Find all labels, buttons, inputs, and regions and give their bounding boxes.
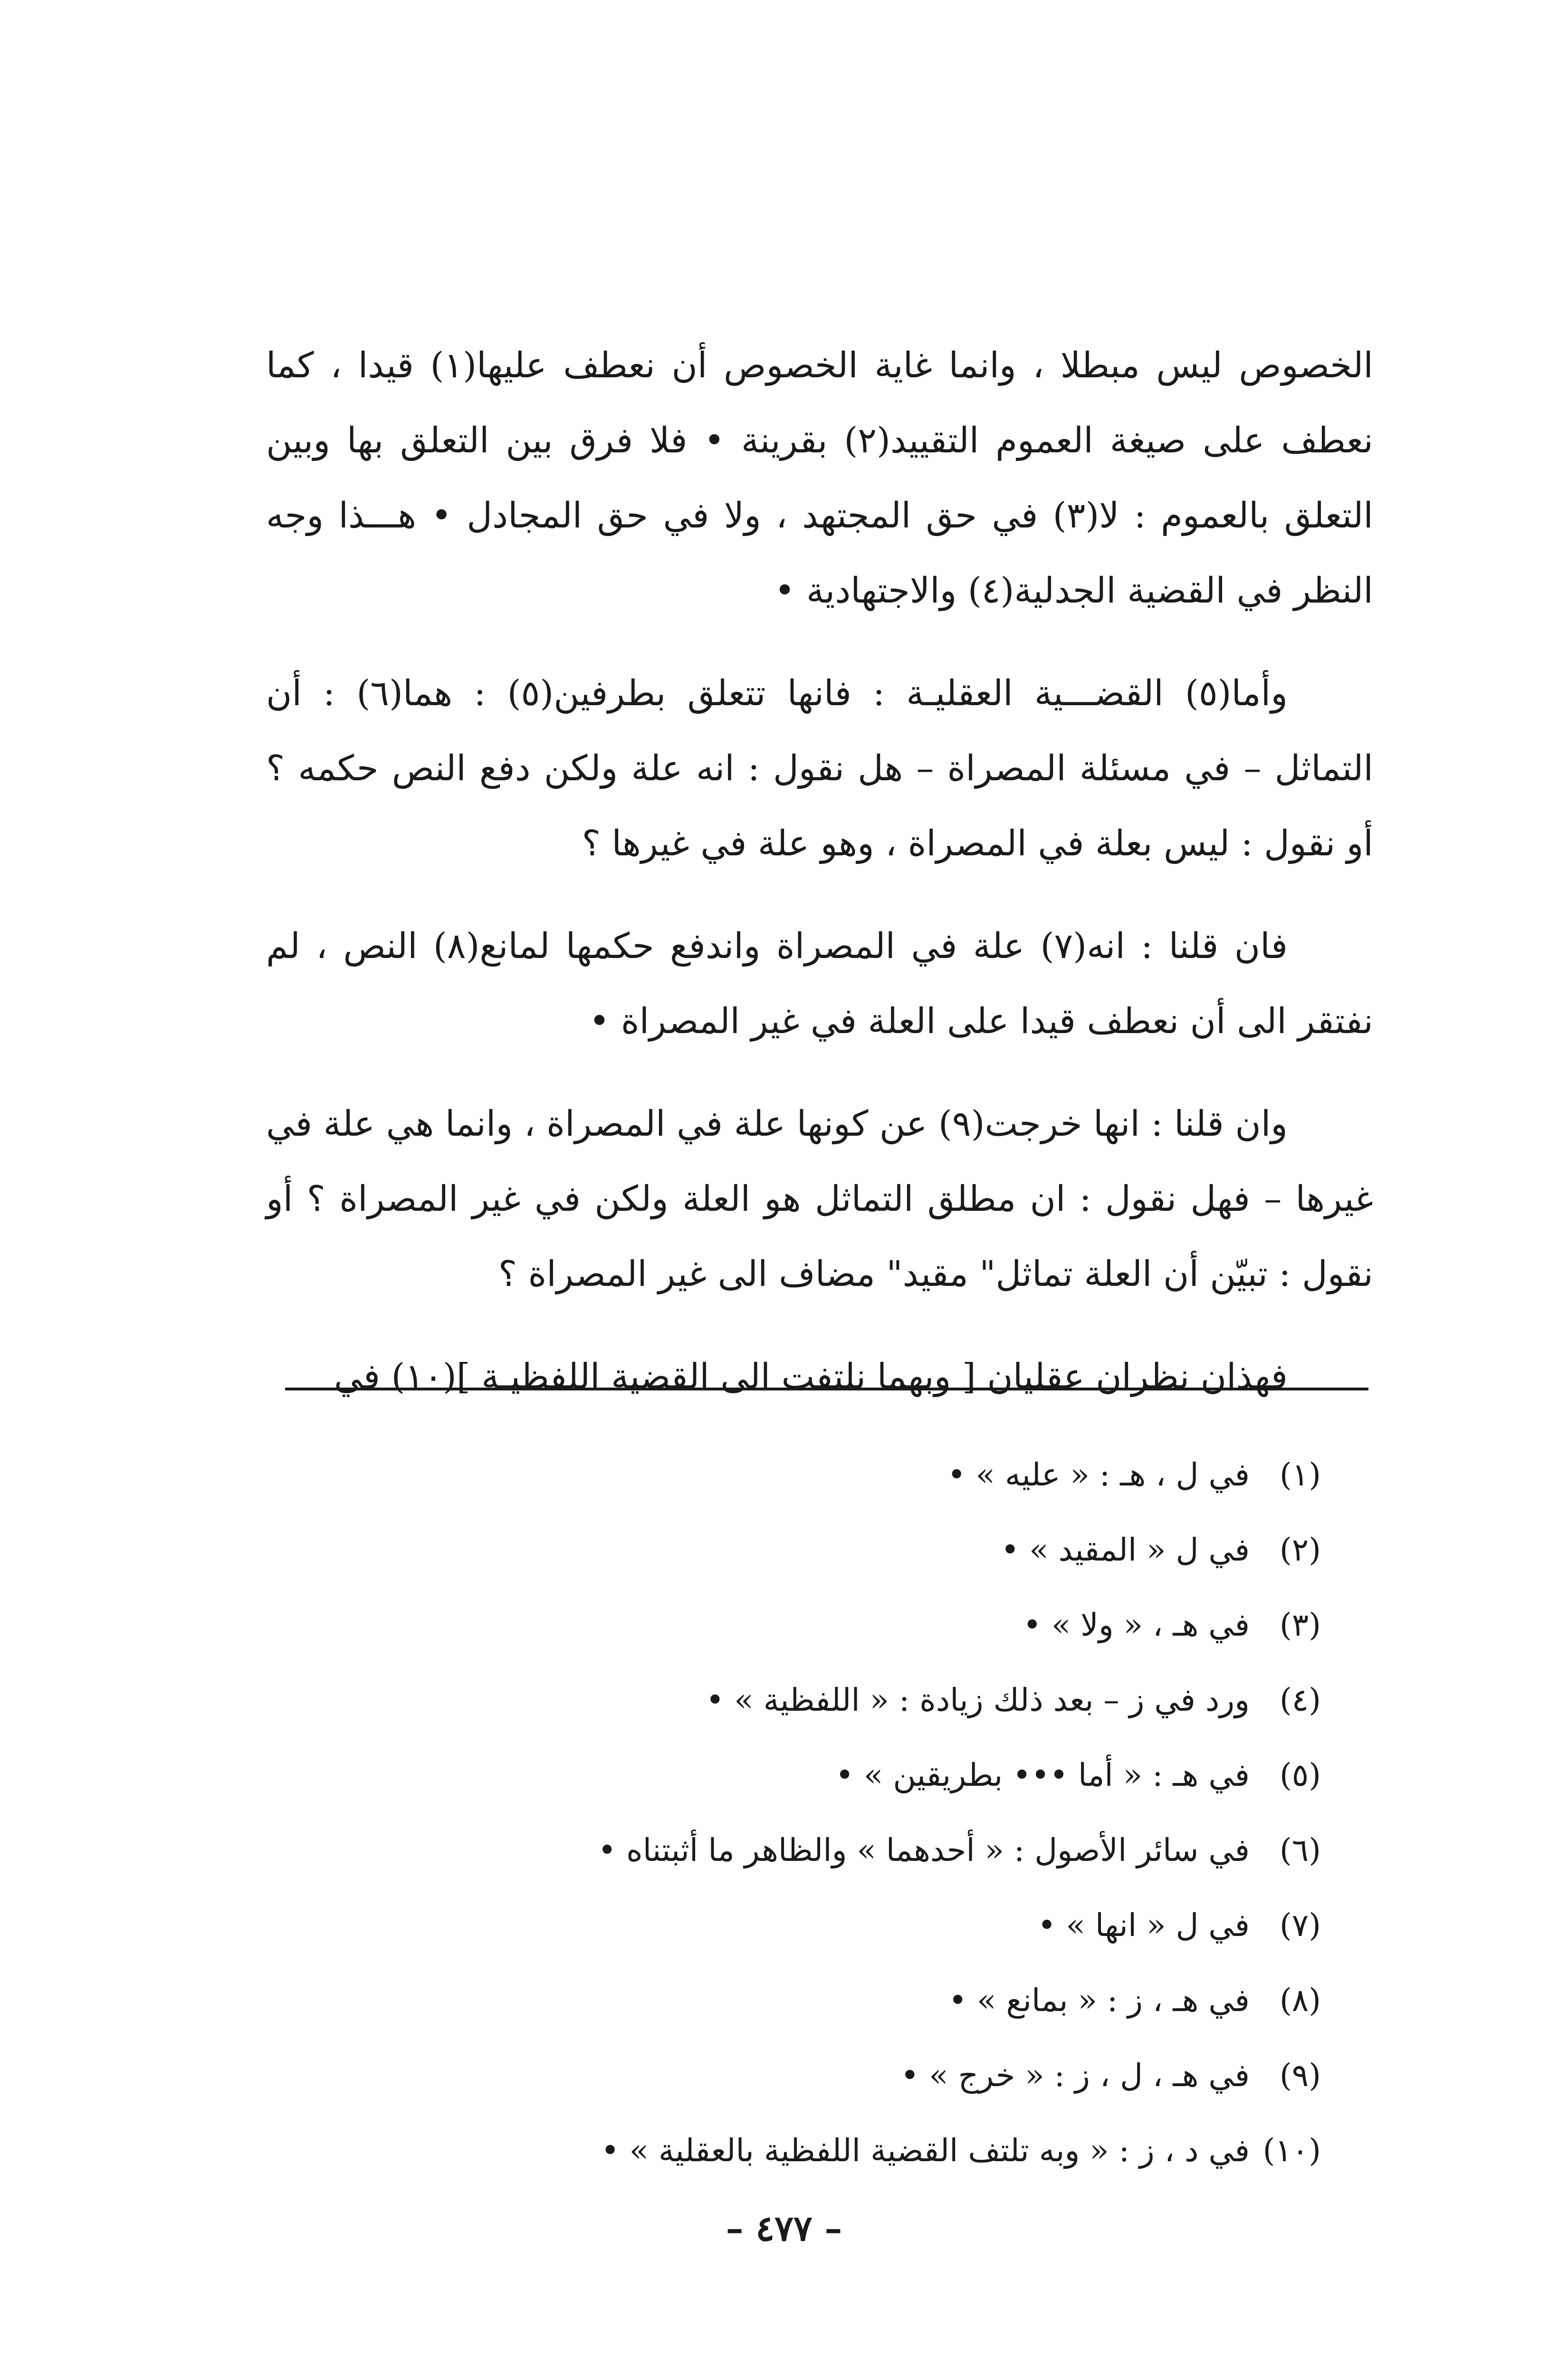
footnote-number: (١) — [1280, 1456, 1321, 1493]
footnote-text: ورد في ز – بعد ذلك زيادة : « اللفظية » • — [706, 1682, 1250, 1718]
footnote-number: (١٠) — [1262, 2132, 1321, 2169]
page-number: – ٤٧٧ – — [726, 2208, 842, 2249]
footnote-number: (٣) — [1280, 1607, 1321, 1643]
footnote-text: في هـ ، « ولا » • — [1023, 1607, 1250, 1643]
footnote-number: (٩) — [1280, 2057, 1321, 2094]
footnote-number: (٧) — [1280, 1907, 1321, 1944]
footnote-text: في ل ، هـ : « عليه » • — [947, 1456, 1250, 1493]
footnote-6 — [428, 1813, 1321, 1888]
footnote-number: (٨) — [1280, 1982, 1321, 2019]
footnote-number: (٥) — [1280, 1757, 1321, 1793]
paragraph-5: فهذان نظران عقليان [ وبهما نلتفت الى القضية اللفظيـة ](١٠) في — [334, 1356, 1288, 1397]
footnote-10 — [428, 2113, 1321, 2188]
paragraph-3: فان قلنا : انه(٧) علة في المصراة واندفع حكمها لمانع(٨) النص ، لم نفتقر الى أن نعطف قيدا على العلة في غير المصراة • — [266, 926, 1373, 1042]
footnote-1 — [428, 1437, 1321, 1513]
footnote-number: (٢) — [1280, 1532, 1321, 1568]
footnote-text: في د ، ز : « وبه تلتف القضية اللفظية بالعقلية » • — [601, 2132, 1250, 2169]
footnote-4 — [428, 1663, 1321, 1738]
footnote-number: (٤) — [1280, 1682, 1321, 1718]
footnote-text: في هـ ، ز : « بمانع » • — [948, 1982, 1250, 2019]
footnote-5 — [428, 1738, 1321, 1813]
footnote-2 — [428, 1513, 1321, 1588]
main-text — [266, 328, 1373, 1414]
footnote-text: في ل « المقيد » • — [1001, 1532, 1250, 1568]
footnote-text: في سائر الأصول : « أحدهما » والظاهر ما أثبتناه • — [598, 1832, 1250, 1868]
footnote-text: في هـ ، ل ، ز : « خرج » • — [900, 2057, 1250, 2094]
footnotes-list — [428, 1437, 1321, 2188]
paragraph-2: وأما(٥) القضـــية العقليـة : فانها تتعلق بطرفين(٥) : هما(٦) : أن التماثل – في مسئلة المصراة – هل نقول : انه علة ولكن دفع النص حكمه ؟ أو نقول : ليس بعلة في المصراة ، وهو علة في غيرها ؟ — [266, 673, 1373, 864]
footnote-9 — [428, 2038, 1321, 2113]
footnote-3 — [428, 1588, 1321, 1663]
footnote-divider — [285, 1388, 1368, 1390]
footnote-text: في ل « انها » • — [1037, 1907, 1250, 1944]
footnote-7 — [428, 1888, 1321, 1963]
footnote-text: في هـ : « أما ••• بطريقين » • — [835, 1757, 1250, 1793]
footnote-number: (٦) — [1280, 1832, 1321, 1868]
paragraph-4: وان قلنا : انها خرجت(٩) عن كونها علة في المصراة ، وانما هي علة في غيرها – فهل نقول : ان مطلق التماثل هو العلة ولكن في غير المصراة ؟ أو نقول : تبيّن أن العلة تماثل" مقيد" مضاف الى غير المصراة ؟ — [266, 1103, 1373, 1294]
footnote-8 — [428, 1963, 1321, 2038]
paragraph-1: الخصوص ليس مبطلا ، وانما غاية الخصوص أن نعطف عليها(١) قيدا ، كما نعطف على صيغة العموم التقييد(٢) بقرينة • فلا فرق بين التعلق بها وبين التعلق بالعموم : لا(٣) في حق المجتهد ، ولا في حق المجادل • هـــذا وجه النظر في القضية الجدلية(٤) والاجتهادية • — [266, 345, 1374, 611]
